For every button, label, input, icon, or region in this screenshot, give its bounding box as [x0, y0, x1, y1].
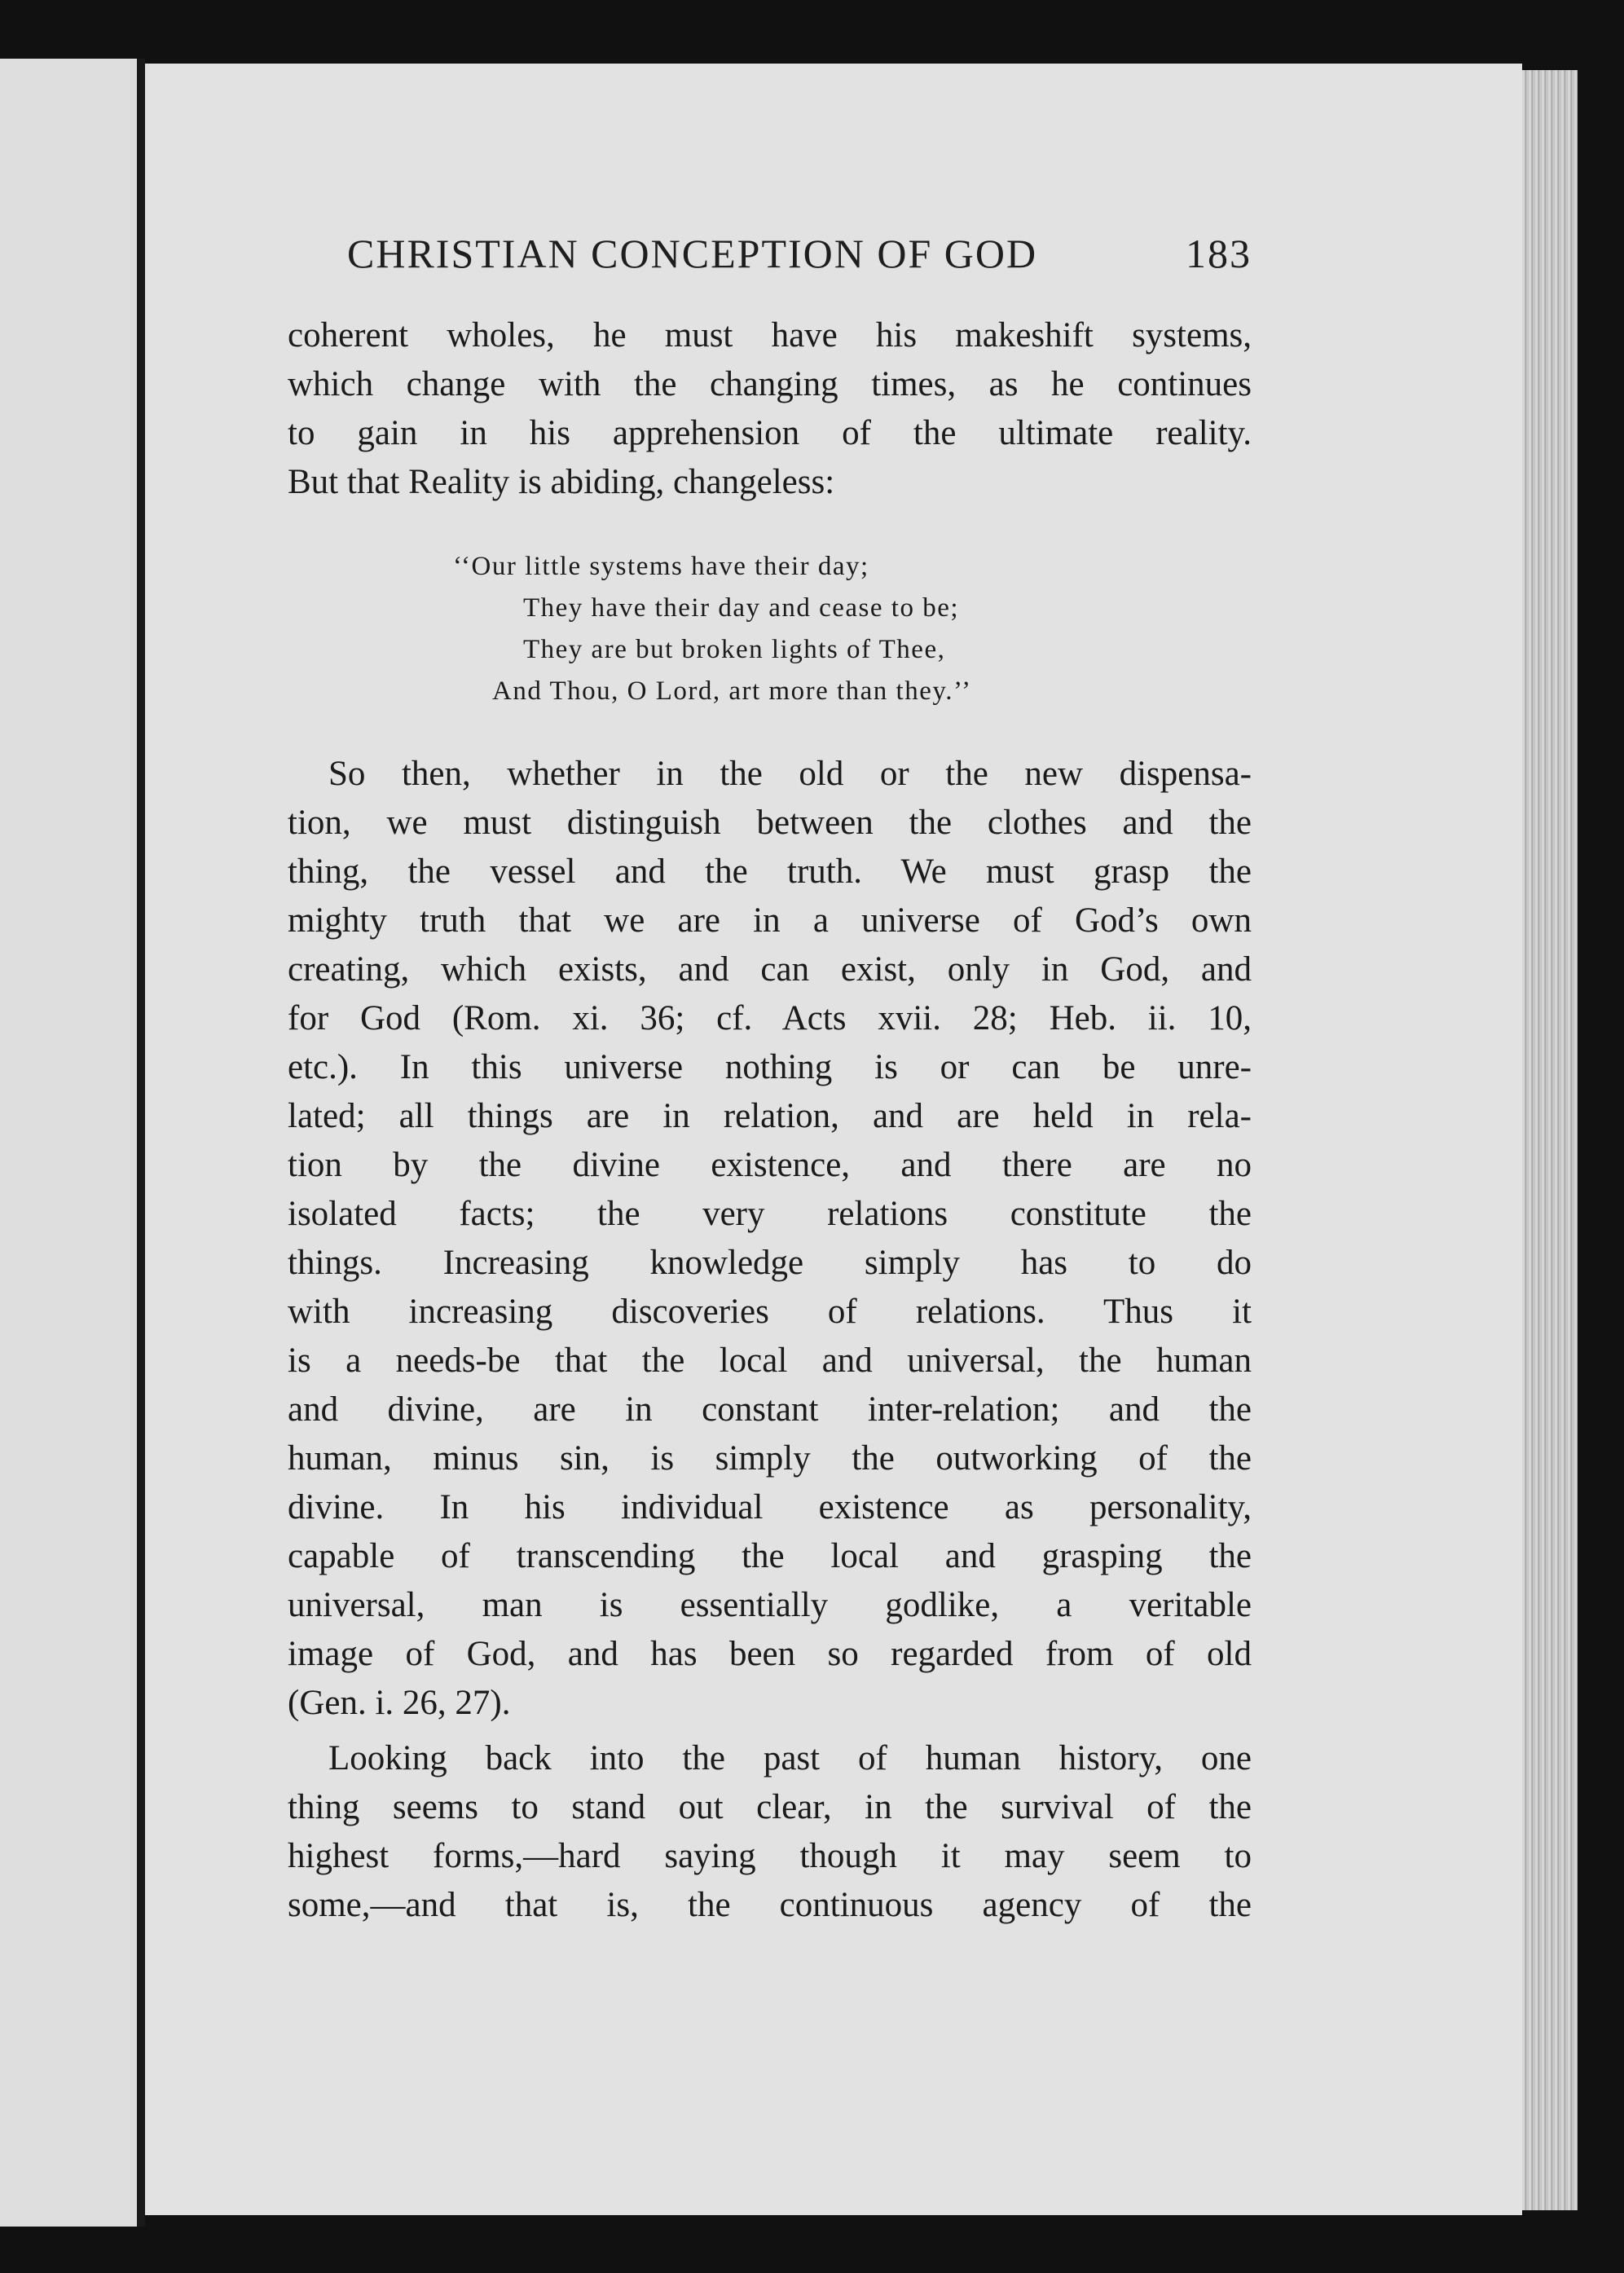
- poem-line: They have their day and cease to be;: [523, 593, 960, 623]
- text-line: thing, the vessel and the truth. We must grasp the: [288, 852, 1252, 891]
- text-line: So then, whether in the old or the new dispensa-: [328, 755, 1252, 793]
- text-line: But that Reality is abiding, changeless:: [288, 463, 835, 501]
- text-line: is a needs-be that the local and universal, the human: [288, 1341, 1252, 1380]
- text-line: some,—and that is, the continuous agency of the: [288, 1886, 1252, 1924]
- paragraph-looking-back: [288, 1734, 1252, 1930]
- text-line: coherent wholes, he must have his makeshift systems,: [288, 316, 1252, 355]
- poem-line: ‘‘Our little systems have their day;: [453, 552, 869, 581]
- text-line: universal, man is essentially godlike, a veritable: [288, 1586, 1252, 1624]
- text-line: and divine, are in constant inter-relation; and the: [288, 1390, 1252, 1429]
- text-line: divine. In his individual existence as personality,: [288, 1488, 1252, 1526]
- binding-gutter: [137, 59, 145, 2227]
- text-line: Looking back into the past of human history, one: [328, 1739, 1252, 1777]
- text-line: tion, we must distinguish between the clothes and the: [288, 804, 1252, 842]
- text-line: which change with the changing times, as he continues: [288, 365, 1252, 403]
- poem-line: They are but broken lights of Thee,: [523, 635, 946, 664]
- running-head-title: CHRISTIAN CONCEPTION OF GOD: [347, 231, 1038, 276]
- page-stack-edge: [1522, 70, 1578, 2210]
- text-line: creating, which exists, and can exist, only in God, and: [288, 950, 1252, 989]
- text-line: with increasing discoveries of relations. Thus it: [288, 1293, 1252, 1331]
- text-line: to gain in his apprehension of the ultimate reality.: [288, 414, 1252, 452]
- text-line: for God (Rom. xi. 36; cf. Acts xvii. 28; Heb. ii. 10,: [288, 999, 1252, 1037]
- text-line: lated; all things are in relation, and are held in rela-: [288, 1097, 1252, 1135]
- running-head: [347, 230, 1252, 287]
- text-line: things. Increasing knowledge simply has to do: [288, 1244, 1252, 1282]
- text-line: thing seems to stand out clear, in the survival of the: [288, 1788, 1252, 1826]
- poem-line: And Thou, O Lord, art more than they.’’: [492, 676, 972, 706]
- text-line: image of God, and has been so regarded from of old: [288, 1635, 1252, 1673]
- text-line: isolated facts; the very relations constitute the: [288, 1195, 1252, 1233]
- text-line: etc.). In this universe nothing is or can be unre-: [288, 1048, 1252, 1086]
- text-line: highest forms,—hard saying though it may seem to: [288, 1837, 1252, 1875]
- facing-page-edge: [0, 59, 137, 2227]
- poem-quotation: [453, 546, 972, 712]
- text-line: tion by the divine existence, and there are no: [288, 1146, 1252, 1184]
- text-line: capable of transcending the local and grasping the: [288, 1537, 1252, 1575]
- text-line: mighty truth that we are in a universe of God’s own: [288, 901, 1252, 940]
- paragraph-so-then: [288, 750, 1252, 1728]
- text-line: human, minus sin, is simply the outworking of the: [288, 1439, 1252, 1478]
- page-number: 183: [1186, 231, 1252, 276]
- paragraph-continued: [288, 311, 1252, 507]
- text-line: (Gen. i. 26, 27).: [288, 1684, 511, 1722]
